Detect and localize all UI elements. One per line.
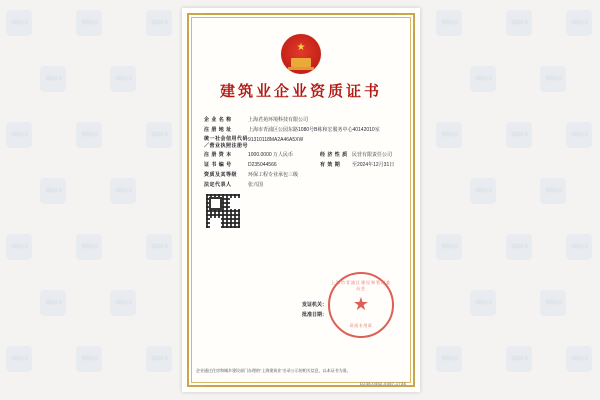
watermark-mark: 资质证书	[6, 122, 32, 148]
watermark-mark: 资质证书	[566, 122, 592, 148]
watermark-mark: 资质证书	[506, 234, 532, 260]
watermark-mark: 资质证书	[110, 178, 136, 204]
field-label: 证 书 编 号	[204, 162, 232, 168]
seal-bottom-text: 资质专用章	[349, 323, 373, 328]
field-value: 张兴国	[248, 182, 264, 188]
field-value: 环保工程专业承包三级	[248, 172, 299, 178]
watermark-mark: 资质证书	[76, 346, 102, 372]
watermark-mark: 资质证书	[506, 10, 532, 36]
field-label: 注 册 地 址	[204, 127, 232, 133]
watermark-mark: 资质证书	[540, 290, 566, 316]
field-group-certificate-number	[204, 161, 320, 170]
certificate-card	[182, 8, 420, 392]
watermark-mark: 资质证书	[146, 122, 172, 148]
watermark-mark: 资质证书	[110, 290, 136, 316]
field-value: 91310118MA2A46A5XW	[248, 137, 304, 143]
field-row-registered-capital	[204, 151, 404, 160]
certificate-fields	[204, 116, 404, 191]
field-group-registered-capital	[204, 151, 320, 160]
corner-ornament-top-right	[397, 13, 415, 31]
watermark-mark: 资质证书	[76, 122, 102, 148]
field-value: 至2024年12月31日	[352, 162, 395, 168]
field-row-registered-address	[204, 126, 404, 135]
watermark-mark: 资质证书	[6, 346, 32, 372]
watermark-mark: 资质证书	[146, 346, 172, 372]
watermark-mark: 资质证书	[506, 122, 532, 148]
issuing-authority-row	[302, 300, 327, 310]
watermark-mark: 资质证书	[470, 178, 496, 204]
watermark-mark: 资质证书	[566, 346, 592, 372]
qr-code-icon	[206, 194, 240, 228]
certificate-title: 建筑业企业资质证书	[219, 82, 382, 100]
national-emblem-icon	[281, 34, 321, 74]
field-row-legal-representative	[204, 181, 404, 190]
watermark-mark: 资质证书	[566, 10, 592, 36]
watermark-mark: 资质证书	[110, 66, 136, 92]
field-row-credit-code	[204, 136, 404, 150]
watermark-mark: 资质证书	[76, 10, 102, 36]
field-value: 民营有限责任公司	[352, 152, 393, 158]
field-row-certificate-number	[204, 161, 404, 170]
issuer-block	[302, 300, 327, 320]
watermark-mark: 资质证书	[40, 178, 66, 204]
field-value: D235044566	[248, 162, 277, 168]
watermark-mark: 资质证书	[436, 10, 462, 36]
field-label: 统一社会信用代码／营业执照注册号	[204, 136, 249, 149]
watermark-mark: 资质证书	[506, 346, 532, 372]
field-label: 注 册 资 本	[204, 152, 232, 158]
seal-top-text: 上海市青浦区建设和管理委员会	[331, 280, 391, 291]
field-value: 1000.0000 万人民币	[248, 152, 294, 158]
watermark-mark: 资质证书	[436, 122, 462, 148]
watermark-mark: 资质证书	[6, 10, 32, 36]
watermark-mark: 资质证书	[436, 346, 462, 372]
field-label: 资质及其等级	[204, 172, 238, 178]
approval-date-label: 批准日期：	[302, 312, 328, 318]
field-group-economic-type	[320, 151, 404, 160]
watermark-mark: 资质证书	[540, 178, 566, 204]
watermark-mark: 资质证书	[540, 66, 566, 92]
field-row-company-name	[204, 116, 404, 125]
issuing-authority-label: 发证机关：	[302, 302, 328, 308]
certificate-serial-number: D235-0452-0457-1738	[360, 381, 406, 386]
field-label: 有 效 期	[320, 162, 341, 168]
certificate-footnote: 企业通过住房和城乡建设部门办理的“上海建筑业”名录公示的相关信息，以本证书为准。	[196, 368, 351, 373]
watermark-mark: 资质证书	[436, 234, 462, 260]
approval-date-row	[302, 310, 327, 320]
watermark-mark: 资质证书	[40, 66, 66, 92]
field-value: 上海君苑环境科技有限公司	[248, 117, 309, 123]
field-label: 企 业 名 称	[204, 117, 232, 123]
watermark-mark: 资质证书	[146, 10, 172, 36]
field-label: 经 济 性 质	[320, 152, 348, 158]
watermark-mark: 资质证书	[6, 234, 32, 260]
watermark-mark: 资质证书	[40, 290, 66, 316]
official-seal-icon	[328, 272, 394, 338]
watermark-mark: 资质证书	[146, 234, 172, 260]
field-label: 法定代表人	[204, 182, 232, 188]
emblem-gate-icon	[291, 58, 311, 67]
watermark-mark: 资质证书	[566, 234, 592, 260]
watermark-mark: 资质证书	[76, 234, 102, 260]
field-value: 上海市青浦区公园东路1080号B栋和宏服务中心40142010室	[248, 127, 380, 133]
watermark-mark: 资质证书	[470, 66, 496, 92]
corner-ornament-top-left	[187, 13, 205, 31]
emblem-rays-icon	[288, 67, 314, 70]
field-row-qualification-grade	[204, 171, 404, 180]
emblem-star-icon: ★	[296, 42, 306, 53]
seal-star-icon: ★	[352, 294, 370, 315]
field-group-validity	[320, 161, 404, 170]
watermark-mark: 资质证书	[470, 290, 496, 316]
